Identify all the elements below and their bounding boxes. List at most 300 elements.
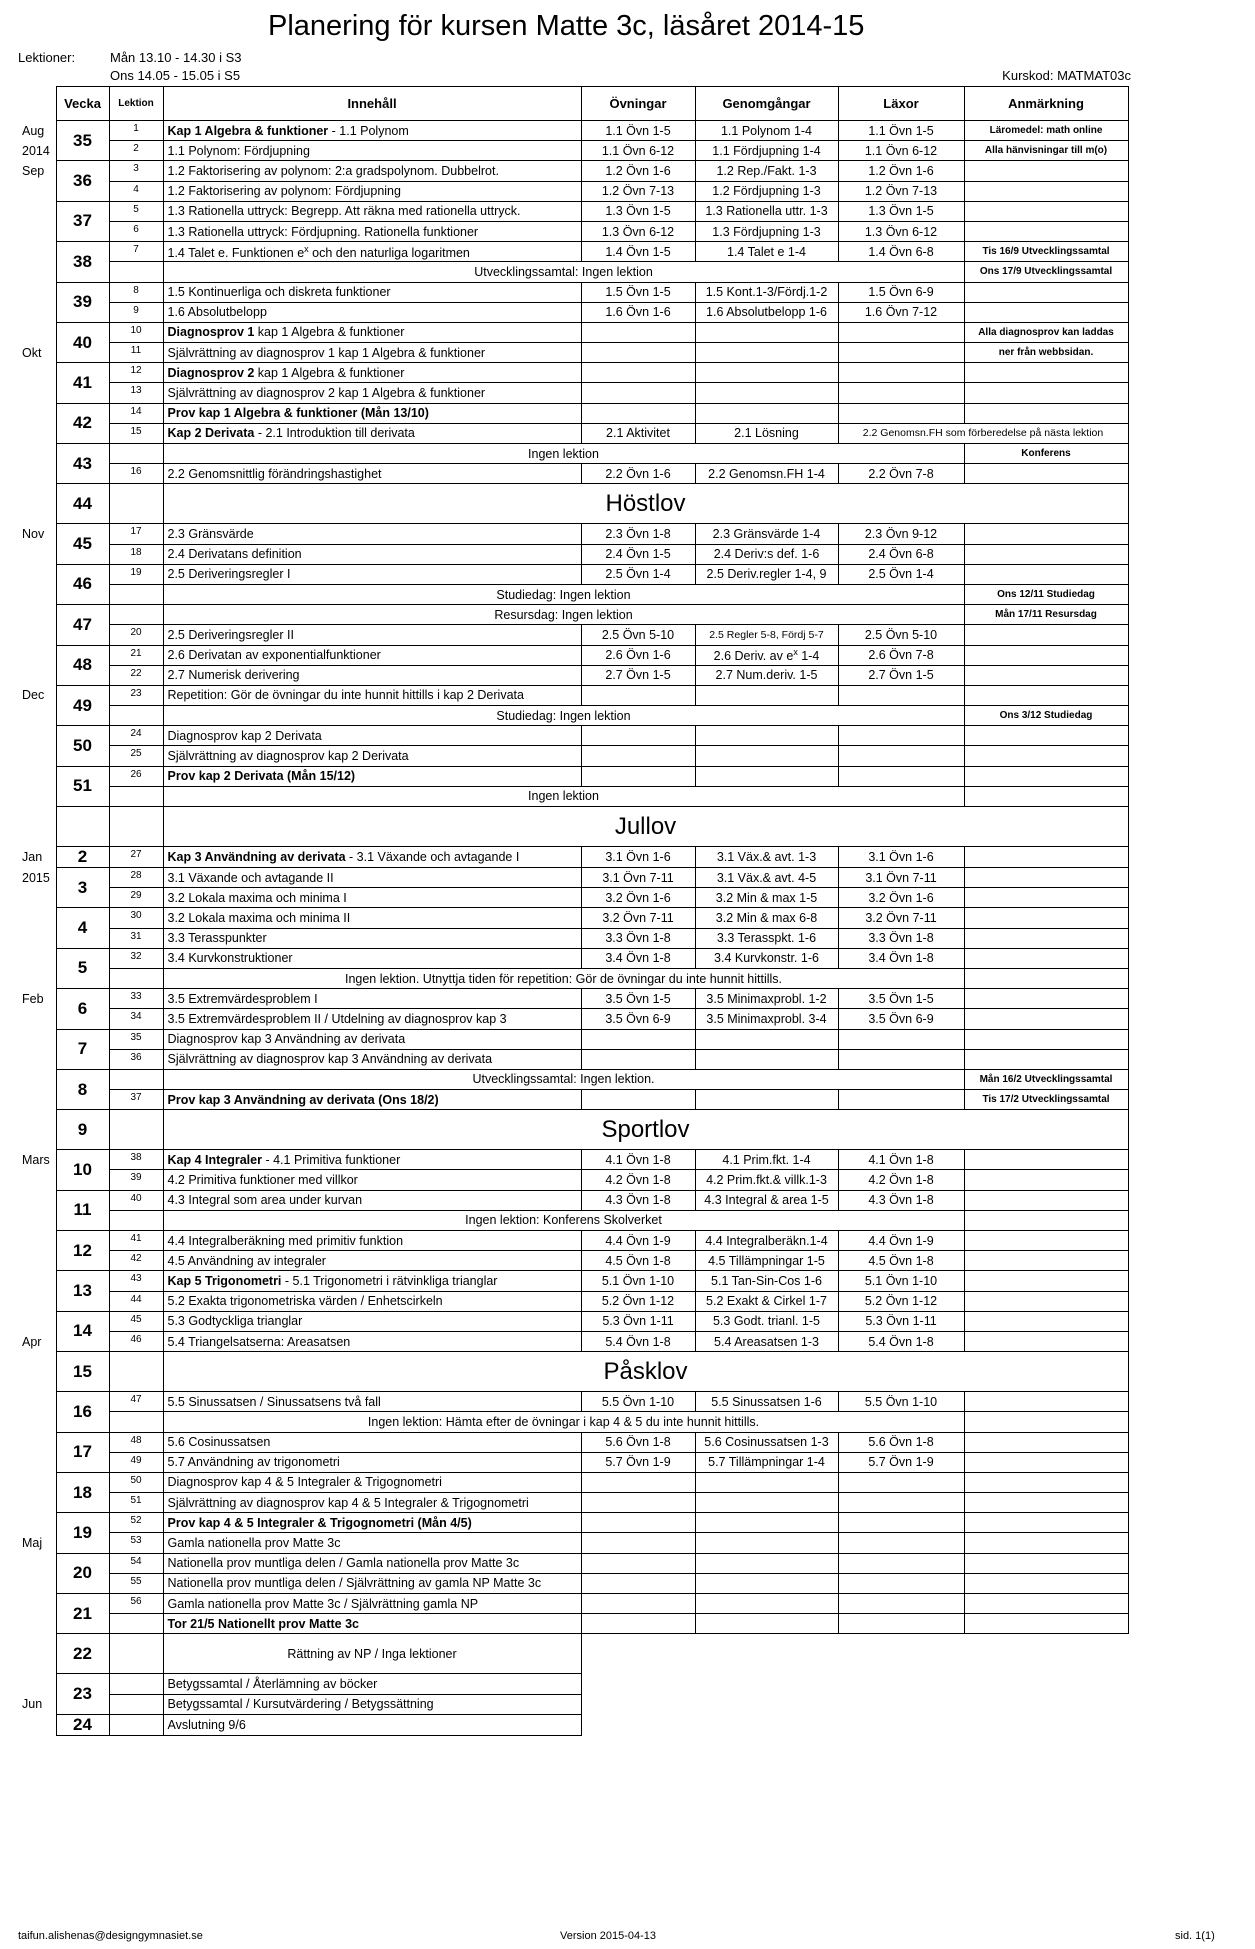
lesson-number-text: 18 xyxy=(130,546,142,558)
content-bold: Kap 2 Derivata xyxy=(167,426,255,441)
lesson-number xyxy=(109,262,163,282)
exercises-text: 3.2 Övn 1-6 xyxy=(605,890,671,905)
exercises-cell xyxy=(581,1513,695,1533)
exercises-cell xyxy=(581,766,695,786)
lesson-number xyxy=(109,444,163,464)
week-number-text: 4 xyxy=(77,918,88,938)
content-text: Nationella prov muntliga delen / Självrättning av gamla NP Matte 3c xyxy=(167,1576,542,1591)
homework-wide-cell xyxy=(838,423,1128,443)
lesson-row xyxy=(18,786,1128,806)
remark-text: Alla hänvisningar till m(o) xyxy=(984,145,1108,157)
lesson-number-text: 52 xyxy=(130,1515,142,1527)
exercises-cell xyxy=(581,1594,695,1614)
walkthrough-text: 3.2 Min & max 1-5 xyxy=(715,890,818,905)
col-header-laxor: Läxor xyxy=(838,87,964,121)
week-number xyxy=(56,868,109,908)
week-number-text: 23 xyxy=(73,1684,92,1704)
month-cell xyxy=(18,484,56,524)
lesson-number-text: 44 xyxy=(130,1293,142,1305)
homework-cell xyxy=(838,1009,964,1029)
lesson-row xyxy=(18,1694,1128,1714)
month-cell xyxy=(18,807,56,847)
month-cell xyxy=(18,1291,56,1311)
lesson-number xyxy=(109,948,163,968)
month-cell xyxy=(18,1110,56,1150)
content-cell xyxy=(163,464,581,484)
lesson-row xyxy=(18,1090,1128,1110)
lesson-number xyxy=(109,403,163,423)
lesson-row xyxy=(18,625,1128,645)
content-text: 1.3 Rationella uttryck: Begrepp. Att räkna med rationella uttryck. xyxy=(167,204,521,219)
week-number xyxy=(56,484,109,524)
lesson-number-text: 30 xyxy=(130,910,142,922)
lesson-number xyxy=(109,1412,163,1432)
lesson-number-text: 4 xyxy=(133,183,139,195)
lesson-number xyxy=(109,1210,163,1230)
exercises-cell xyxy=(581,726,695,746)
homework-cell xyxy=(838,888,964,908)
month-label: Mars xyxy=(22,1152,50,1167)
week-number xyxy=(56,403,109,443)
lesson-row xyxy=(18,403,1128,423)
week-number-text: 10 xyxy=(73,1159,92,1179)
content-bold: Diagnosprov 1 xyxy=(167,325,255,340)
walkthrough-cell xyxy=(695,1432,838,1452)
exercises-text: 3.5 Övn 6-9 xyxy=(605,1011,671,1026)
homework-cell xyxy=(838,1513,964,1533)
lesson-number xyxy=(109,645,163,665)
note-cell xyxy=(163,1069,964,1089)
exercises-cell xyxy=(581,383,695,403)
exercises-text: 2.2 Övn 1-6 xyxy=(605,466,671,481)
remark-text: Konferens xyxy=(1021,448,1071,460)
remark-cell xyxy=(964,1190,1128,1210)
walkthrough-cell xyxy=(695,302,838,322)
content-text: 4.4 Integralberäkning med primitiv funktion xyxy=(167,1233,404,1248)
col-header-vecka: Vecka xyxy=(56,87,109,121)
lesson-number xyxy=(109,1311,163,1331)
remark-cell xyxy=(964,1170,1128,1190)
lesson-number xyxy=(109,1090,163,1110)
lesson-number xyxy=(109,989,163,1009)
homework-text: 2.4 Övn 6-8 xyxy=(868,547,934,562)
month-cell xyxy=(18,1694,56,1714)
lesson-cell xyxy=(109,1110,163,1150)
week-number-text: 12 xyxy=(73,1240,92,1260)
week-number xyxy=(56,1634,109,1674)
remark-text: ner från webbsidan. xyxy=(998,347,1094,359)
homework-cell xyxy=(838,282,964,302)
remark-cell xyxy=(964,444,1128,464)
remark-cell xyxy=(964,1533,1128,1553)
month-cell xyxy=(18,403,56,423)
lesson-row xyxy=(18,423,1128,443)
exercises-cell xyxy=(581,403,695,423)
exercises-text: 5.5 Övn 1-10 xyxy=(601,1394,675,1409)
content-text: Självrättning av diagnosprov 1 kap 1 Algebra & funktioner xyxy=(167,345,486,360)
content-text: 3.4 Kurvkonstruktioner xyxy=(167,951,293,966)
walkthrough-cell xyxy=(695,1049,838,1069)
exercises-cell xyxy=(581,464,695,484)
content-cell xyxy=(163,766,581,786)
remark-cell xyxy=(964,584,1128,604)
week-number-text: 39 xyxy=(73,292,92,312)
homework-cell xyxy=(838,1594,964,1614)
homework-cell xyxy=(838,1493,964,1513)
content-text: 1.2 Faktorisering av polynom: 2:a gradspolynom. Dubbelrot. xyxy=(167,163,499,178)
lesson-number-text: 34 xyxy=(130,1011,142,1023)
week-number xyxy=(56,1352,109,1392)
content-cell xyxy=(163,1251,581,1271)
walkthrough-text: 5.1 Tan-Sin-Cos 1-6 xyxy=(711,1273,822,1288)
note-cell xyxy=(163,262,964,282)
remark-cell xyxy=(964,161,1128,181)
month-cell xyxy=(18,343,56,363)
content-cell xyxy=(163,363,581,383)
homework-text: 1.4 Övn 6-8 xyxy=(868,244,934,259)
lesson-row xyxy=(18,1513,1128,1533)
content-cell xyxy=(163,282,581,302)
exercises-cell xyxy=(581,989,695,1009)
week-number xyxy=(56,989,109,1029)
month-cell xyxy=(18,444,56,464)
lesson-number xyxy=(109,605,163,625)
schedule-table xyxy=(18,86,1129,1736)
content-text: - 3.1 Växande och avtagande I xyxy=(345,850,520,864)
content-cell xyxy=(163,1472,581,1492)
week-number xyxy=(56,121,109,161)
week-number xyxy=(56,1150,109,1190)
lesson-number xyxy=(109,888,163,908)
remark-text: Tis 16/9 Utvecklingssamtal xyxy=(982,246,1110,258)
walkthrough-cell xyxy=(695,282,838,302)
remark-cell xyxy=(964,888,1128,908)
exercises-cell xyxy=(581,544,695,564)
lesson-number xyxy=(109,282,163,302)
month-cell xyxy=(18,1412,56,1432)
walkthrough-text: 1.3 Fördjupning 1-3 xyxy=(712,224,821,239)
exercises-cell xyxy=(581,1614,695,1634)
exercises-text: 1.1 Övn 6-12 xyxy=(601,143,675,158)
lesson-number xyxy=(109,1231,163,1251)
exercises-text: 4.1 Övn 1-8 xyxy=(605,1152,671,1167)
content-text: 5.6 Cosinussatsen xyxy=(167,1435,271,1450)
content-cell xyxy=(163,161,581,181)
lesson-number xyxy=(109,1291,163,1311)
content-text: 3.5 Extremvärdesproblem II / Utdelning av diagnosprov kap 3 xyxy=(167,1011,507,1026)
content-cell xyxy=(163,1029,581,1049)
week-number xyxy=(56,726,109,766)
lesson-row xyxy=(18,948,1128,968)
homework-text: 3.5 Övn 6-9 xyxy=(868,1011,934,1026)
homework-cell xyxy=(838,948,964,968)
lesson-number-text: 2 xyxy=(133,143,139,155)
remark-cell xyxy=(964,403,1128,423)
homework-cell xyxy=(838,1331,964,1351)
lesson-number xyxy=(109,1533,163,1553)
header-row xyxy=(18,87,1128,121)
exercises-text: 3.3 Övn 1-8 xyxy=(605,931,671,946)
week-number xyxy=(56,1594,109,1634)
content-cell xyxy=(163,746,581,766)
walkthrough-text: 1.1 Fördjupning 1-4 xyxy=(712,143,821,158)
exercises-cell xyxy=(581,1331,695,1351)
content-bold: Kap 3 Användning av derivata xyxy=(167,850,346,864)
homework-text: 2.2 Övn 7-8 xyxy=(868,466,934,481)
week-number-text: 17 xyxy=(73,1442,92,1462)
month-cell xyxy=(18,141,56,161)
homework-cell xyxy=(838,564,964,584)
week-number xyxy=(56,605,109,645)
note-cell xyxy=(163,584,964,604)
lesson-number-text: 24 xyxy=(130,728,142,740)
remark-cell xyxy=(964,262,1128,282)
content-cell xyxy=(163,302,581,322)
lesson-number-text: 31 xyxy=(130,930,142,942)
exercises-text: 4.2 Övn 1-8 xyxy=(605,1173,671,1188)
month-cell xyxy=(18,1634,56,1674)
content-cell xyxy=(163,524,581,544)
lesson-number-text: 32 xyxy=(130,950,142,962)
lesson-row xyxy=(18,1493,1128,1513)
content-cell xyxy=(163,423,581,443)
lesson-row xyxy=(18,1452,1128,1472)
lesson-number xyxy=(109,423,163,443)
lesson-number xyxy=(109,1452,163,1472)
lesson-cell xyxy=(109,484,163,524)
lesson-number xyxy=(109,746,163,766)
homework-cell xyxy=(838,1049,964,1069)
homework-cell xyxy=(838,908,964,928)
walkthrough-cell xyxy=(695,1009,838,1029)
content-cell xyxy=(163,1674,581,1694)
lesson-number xyxy=(109,201,163,221)
homework-cell xyxy=(838,242,964,262)
note-text: Ingen lektion xyxy=(528,446,599,461)
month-cell xyxy=(18,1352,56,1392)
week-number-text: 47 xyxy=(73,614,92,634)
walkthrough-sup: x xyxy=(793,647,798,658)
lesson-number-text: 33 xyxy=(130,991,142,1003)
content-text: Betygssamtal / Återlämning av böcker xyxy=(167,1676,378,1691)
remark-cell xyxy=(964,625,1128,645)
lesson-number xyxy=(109,1493,163,1513)
walkthrough-text: 4.5 Tillämpningar 1-5 xyxy=(708,1253,825,1268)
homework-cell xyxy=(838,201,964,221)
week-number-text: 21 xyxy=(73,1603,92,1623)
lesson-number-text: 15 xyxy=(130,425,142,437)
lesson-row xyxy=(18,322,1128,342)
exercises-cell xyxy=(581,948,695,968)
lesson-row xyxy=(18,746,1128,766)
content-cell xyxy=(163,1694,581,1714)
month-cell xyxy=(18,242,56,262)
exercises-cell xyxy=(581,282,695,302)
exercises-cell xyxy=(581,1251,695,1271)
homework-cell xyxy=(838,141,964,161)
lesson-number xyxy=(109,868,163,888)
lesson-number-text: 23 xyxy=(130,687,142,699)
homework-cell xyxy=(838,1573,964,1593)
homework-cell xyxy=(838,1472,964,1492)
lesson-row xyxy=(18,888,1128,908)
week-number-text: 7 xyxy=(77,1039,88,1059)
walkthrough-text: 4.2 Prim.fkt.& villk.1-3 xyxy=(706,1173,827,1188)
lesson-row xyxy=(18,343,1128,363)
content-cell xyxy=(163,1190,581,1210)
remark-cell xyxy=(964,464,1128,484)
content-text: 3.5 Extremvärdesproblem I xyxy=(167,991,318,1006)
homework-cell xyxy=(838,928,964,948)
lesson-number-text: 25 xyxy=(130,748,142,760)
lesson-row xyxy=(18,726,1128,746)
content-cell xyxy=(163,1553,581,1573)
lesson-row xyxy=(18,363,1128,383)
lesson-row xyxy=(18,766,1128,786)
content-text: 1.2 Faktorisering av polynom: Fördjupning xyxy=(167,184,401,199)
homework-text: 5.3 Övn 1-11 xyxy=(865,1314,937,1329)
week-number-text: 3 xyxy=(77,877,88,897)
lesson-number-text: 42 xyxy=(130,1253,142,1265)
lesson-number xyxy=(109,1714,163,1735)
week-number-text: 40 xyxy=(73,332,92,352)
remark-cell xyxy=(964,908,1128,928)
exercises-text: 3.5 Övn 1-5 xyxy=(605,991,671,1006)
exercises-cell xyxy=(581,242,695,262)
exercises-text: 2.6 Övn 1-6 xyxy=(605,648,671,663)
lesson-row xyxy=(18,868,1128,888)
walkthrough-cell xyxy=(695,343,838,363)
month-cell xyxy=(18,1674,56,1694)
walkthrough-cell xyxy=(695,1311,838,1331)
remark-cell xyxy=(964,1452,1128,1472)
lesson-number-text: 16 xyxy=(130,466,142,478)
content-cell xyxy=(163,1090,581,1110)
exercises-text: 5.3 Övn 1-11 xyxy=(602,1314,674,1329)
remark-cell xyxy=(964,1251,1128,1271)
homework-cell xyxy=(838,383,964,403)
exercises-cell xyxy=(581,1311,695,1331)
week-number xyxy=(56,1714,109,1735)
content-text: Repetition: Gör de övningar du inte hunnit hittills i kap 2 Derivata xyxy=(167,688,524,703)
lesson-number-text: 1 xyxy=(133,123,139,134)
week-number xyxy=(56,1392,109,1432)
month-cell xyxy=(18,989,56,1009)
homework-text: 3.5 Övn 1-5 xyxy=(868,991,934,1006)
lesson-row xyxy=(18,584,1128,604)
week-number-text: 9 xyxy=(77,1119,88,1139)
content-cell xyxy=(163,221,581,241)
note-text: Studiedag: Ingen lektion xyxy=(496,587,631,602)
remark-cell xyxy=(964,1090,1128,1110)
lesson-row xyxy=(18,1573,1128,1593)
exercises-cell xyxy=(581,625,695,645)
lesson-number xyxy=(109,1009,163,1029)
lesson-number xyxy=(109,1614,163,1634)
remark-text: Mån 17/11 Resursdag xyxy=(995,609,1097,621)
lesson-row xyxy=(18,685,1128,705)
week-number-text: 11 xyxy=(73,1200,92,1220)
walkthrough-cell xyxy=(695,1614,838,1634)
month-cell xyxy=(18,1432,56,1452)
exercises-cell xyxy=(581,161,695,181)
remark-cell xyxy=(964,1573,1128,1593)
homework-text: 2.6 Övn 7-8 xyxy=(868,648,934,663)
walkthrough-cell xyxy=(695,868,838,888)
remark-cell xyxy=(964,282,1128,302)
lesson-row xyxy=(18,1150,1128,1170)
walkthrough-cell xyxy=(695,1594,838,1614)
lesson-number xyxy=(109,665,163,685)
content-cell xyxy=(163,564,581,584)
walkthrough-text: 5.3 Godt. trianl. 1-5 xyxy=(712,1314,820,1329)
lesson-number-text: 3 xyxy=(133,163,139,175)
exercises-cell xyxy=(581,746,695,766)
walkthrough-text: 2.5 Regler 5-8, Fördj 5-7 xyxy=(709,628,824,641)
week-row xyxy=(18,1634,1128,1674)
content-cell xyxy=(163,726,581,746)
lesson-number-text: 14 xyxy=(130,405,142,417)
lesson-number-text: 48 xyxy=(130,1434,142,1446)
lesson-row xyxy=(18,141,1128,161)
lesson-number xyxy=(109,685,163,705)
week-number xyxy=(56,1271,109,1311)
exercises-cell xyxy=(581,1190,695,1210)
lesson-number xyxy=(109,584,163,604)
remark-cell xyxy=(964,181,1128,201)
remark-text: Ons 17/9 Utvecklingssamtal xyxy=(979,266,1113,278)
exercises-cell xyxy=(581,322,695,342)
week-number-text: 41 xyxy=(73,372,92,392)
content-text: 1.5 Kontinuerliga och diskreta funktioner xyxy=(167,285,391,300)
month-cell xyxy=(18,766,56,786)
walkthrough-cell xyxy=(695,1472,838,1492)
lesson-number xyxy=(109,1170,163,1190)
lesson-number-text: 41 xyxy=(130,1233,142,1244)
remark-cell xyxy=(964,201,1128,221)
walkthrough-text: 3.1 Väx.& avt. 1-3 xyxy=(716,850,817,864)
exercises-text: 2.4 Övn 1-5 xyxy=(605,547,671,562)
month-cell xyxy=(18,423,56,443)
walkthrough-cell xyxy=(695,766,838,786)
remark-cell xyxy=(964,685,1128,705)
lesson-number xyxy=(109,1594,163,1614)
lesson-number-text: 7 xyxy=(133,244,139,256)
walkthrough-cell xyxy=(695,544,838,564)
content-text: Gamla nationella prov Matte 3c / Självrättning gamla NP xyxy=(167,1596,479,1611)
week-number xyxy=(56,1029,109,1069)
lesson-number xyxy=(109,1694,163,1714)
week-number-text: 45 xyxy=(73,534,92,554)
lesson-number xyxy=(109,1029,163,1049)
remark-cell xyxy=(964,343,1128,363)
remark-cell xyxy=(964,928,1128,948)
exercises-text: 5.4 Övn 1-8 xyxy=(605,1334,671,1349)
content-bold: Tor 21/5 Nationellt prov Matte 3c xyxy=(167,1616,359,1631)
week-number xyxy=(56,847,109,868)
month-cell xyxy=(18,868,56,888)
week-number-text: 48 xyxy=(73,655,92,675)
homework-text: 4.1 Övn 1-8 xyxy=(868,1152,934,1167)
remark-cell xyxy=(964,524,1128,544)
content-text: 2.6 Derivatan av exponentialfunktioner xyxy=(167,648,381,663)
week-number xyxy=(56,1110,109,1150)
content-cell xyxy=(163,403,581,423)
walkthrough-text: 4.3 Integral & area 1-5 xyxy=(704,1193,829,1208)
remark-cell xyxy=(964,1472,1128,1492)
homework-cell xyxy=(838,746,964,766)
month-cell xyxy=(18,1049,56,1069)
